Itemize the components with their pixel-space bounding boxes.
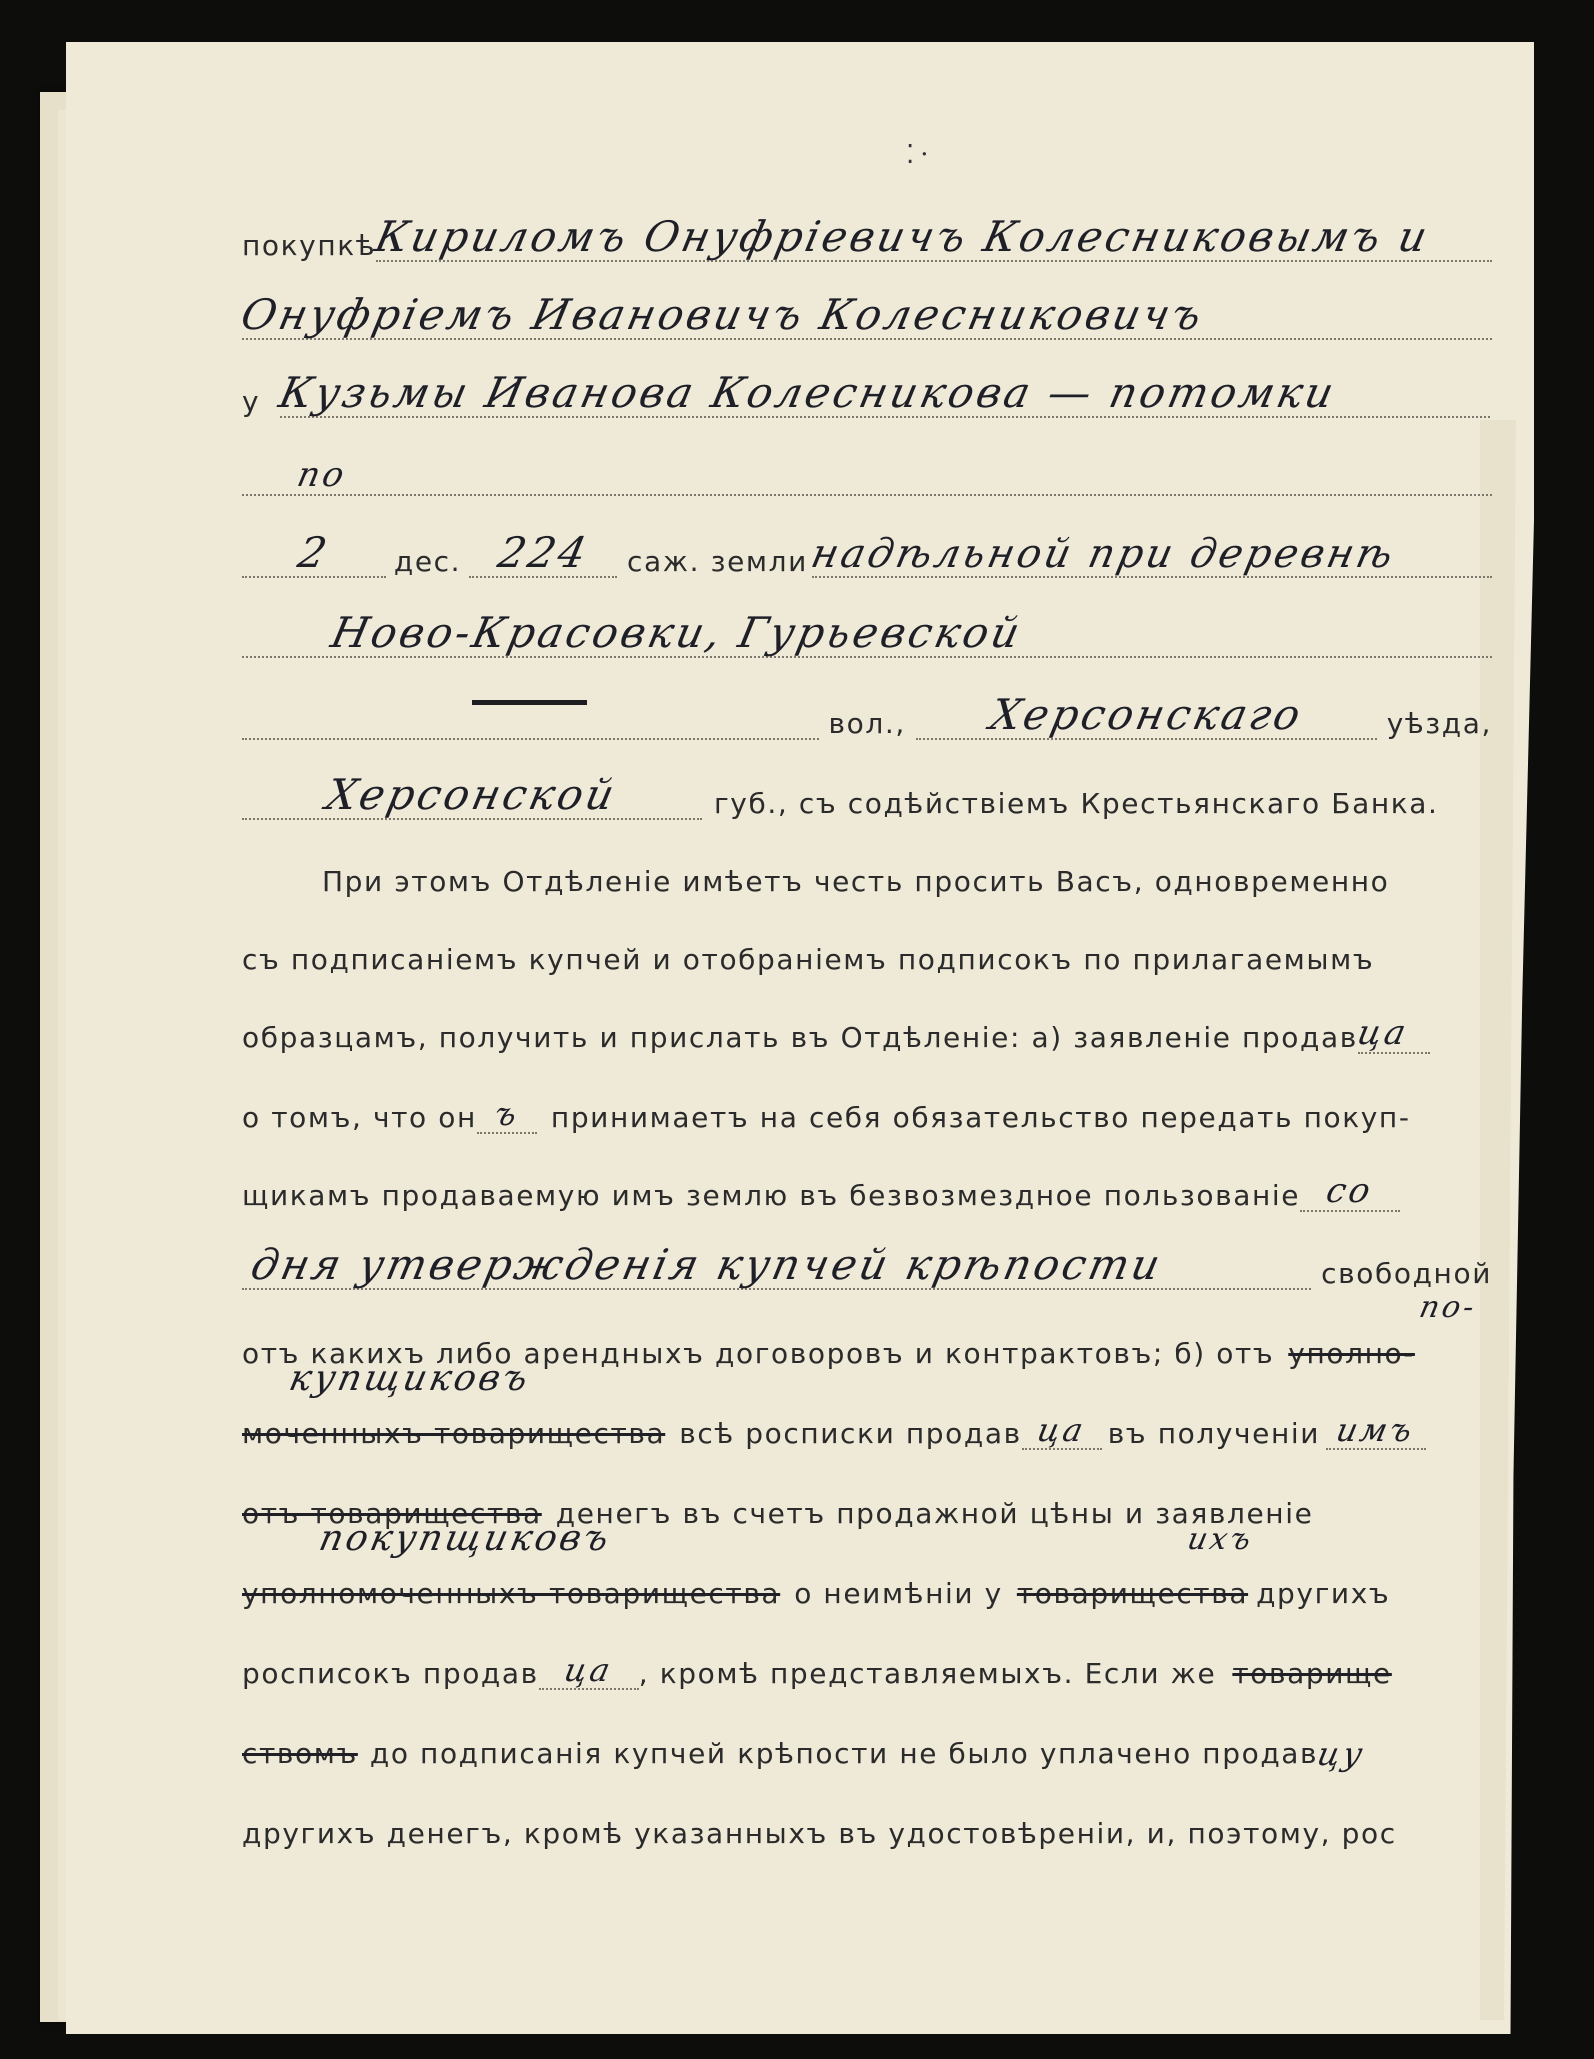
field-buyer-1 — [371, 212, 1492, 262]
handwritten-buyer-2: Онуфріемъ Ивановичъ Колесниковичъ — [236, 290, 1209, 339]
line-guberniya — [242, 770, 1492, 820]
label-uezd: уѣзда, — [1386, 707, 1492, 740]
line-buyer-2 — [236, 290, 1492, 340]
text-line-7: отъ какихъ либо арендныхъ договоровъ и контрактовъ; б) отъ уполно- — [242, 1337, 1415, 1370]
field-village — [242, 608, 1492, 658]
handwritten-approval-date: дня утвержденія купчей крѣпости — [246, 1240, 1168, 1289]
label-volost: вол., — [828, 707, 906, 740]
text-line-9: отъ товарищества денегъ въ счетъ продажной цѣны и заявленіе — [242, 1497, 1314, 1530]
handwritten-note-po: по- — [1416, 1290, 1481, 1325]
field-buyer-2 — [236, 290, 1492, 340]
field-land-type — [807, 531, 1492, 578]
text-line-10: уполномоченныхъ товарищества о неимѣніи у товарищества другихъ — [242, 1577, 1391, 1610]
handwritten-note-buyers-2: покупщиковъ — [315, 1518, 616, 1559]
struck-word-1: уполно- — [1288, 1337, 1415, 1370]
text-line-5: щикамъ продаваемую имъ землю въ безвозмездное пользованіе со — [242, 1172, 1492, 1212]
handwritten-note-them: ихъ — [1184, 1522, 1257, 1557]
struck-word-4: ствомъ — [242, 1737, 358, 1770]
text-line-3: образцамъ, получить и прислать въ Отдѣленіе: а) заявленіе продав ца — [242, 1014, 1492, 1054]
text-line-2: съ подписаніемъ купчей и отобраніемъ подписокъ по прилагаемымъ — [242, 943, 1375, 976]
handwritten-land-type: надѣльной при деревнѣ — [807, 531, 1400, 577]
label-sazhens-land: саж. земли — [627, 545, 808, 578]
field-desyatins — [242, 528, 386, 578]
field-sazhens — [469, 528, 617, 578]
struck-phrase-2: отъ товарищества — [242, 1497, 542, 1530]
line-volost-uezd — [242, 690, 1492, 740]
handwritten-uezd: Херсонскаго — [985, 690, 1308, 739]
handwritten-basis: по — [293, 455, 351, 495]
text-line-6: дня утвержденія купчей крѣпости свободной — [242, 1250, 1492, 1290]
handwritten-from: со — [1323, 1171, 1378, 1211]
text-line-12: ствомъ до подписанія купчей крѣпости не было уплачено продав цу — [242, 1735, 1370, 1773]
field-uezd — [916, 690, 1377, 740]
handwritten-ending-2: ъ — [490, 1095, 524, 1133]
text-line-1: При этомъ Отдѣленіе имѣетъ честь просить Васъ, одновременно — [322, 865, 1390, 898]
text-line-13: другихъ денегъ, кромѣ указанныхъ въ удостовѣреніи, и, поэтому, рос — [242, 1817, 1397, 1850]
field-guberniya — [242, 770, 702, 820]
handwritten-village: Ново-Красовки, Гурьевской — [326, 608, 1027, 657]
label-purchase: покупкѣ — [242, 229, 377, 262]
handwritten-desyatins: 2 — [293, 528, 335, 577]
line-village — [242, 608, 1492, 658]
handwritten-guberniya: Херсонской — [322, 770, 622, 819]
text-line-8: моченныхъ товарищества всѣ росписки продав ца въ полученіи имъ — [242, 1410, 1492, 1450]
handwritten-seller: Кузьмы Иванова Колесникова — потомки — [275, 368, 1342, 417]
field-basis — [242, 455, 1492, 496]
field-volost — [242, 736, 819, 740]
label-from: у — [242, 385, 261, 418]
handwritten-buyer-1: Кириломъ Онуфріевичъ Колесниковымъ и — [371, 212, 1435, 261]
text-line-11: росписокъ продав ца , кромѣ представляемыхъ. Если же товарище — [242, 1651, 1392, 1690]
field-seller — [275, 368, 1490, 418]
line-basis — [242, 456, 1492, 496]
label-desyatins: дес. — [393, 545, 462, 578]
handwritten-them: имъ — [1333, 1411, 1419, 1449]
line-land-area — [242, 528, 1492, 578]
struck-word-2: товарищества — [1016, 1577, 1249, 1610]
handwritten-note-buyers-1: купщиковъ — [285, 1358, 535, 1399]
struck-phrase-1: моченныхъ товарищества — [242, 1417, 666, 1450]
line-seller — [242, 368, 1492, 418]
struck-phrase-3: уполномоченныхъ товарищества — [242, 1577, 781, 1610]
handwritten-ending-1: ца — [1353, 1013, 1413, 1053]
ink-marks: ⁚· — [906, 140, 935, 170]
struck-word-3: товарище — [1232, 1657, 1392, 1690]
handwritten-sazhens: 224 — [493, 528, 593, 577]
label-guberniya-bank: губ., съ содѣйствіемъ Крестьянскаго Банка. — [714, 787, 1439, 820]
line-buyer-1 — [242, 212, 1492, 262]
text-line-4: о томъ, что он ъ принимаетъ на себя обязательство передать покуп- — [242, 1095, 1411, 1134]
